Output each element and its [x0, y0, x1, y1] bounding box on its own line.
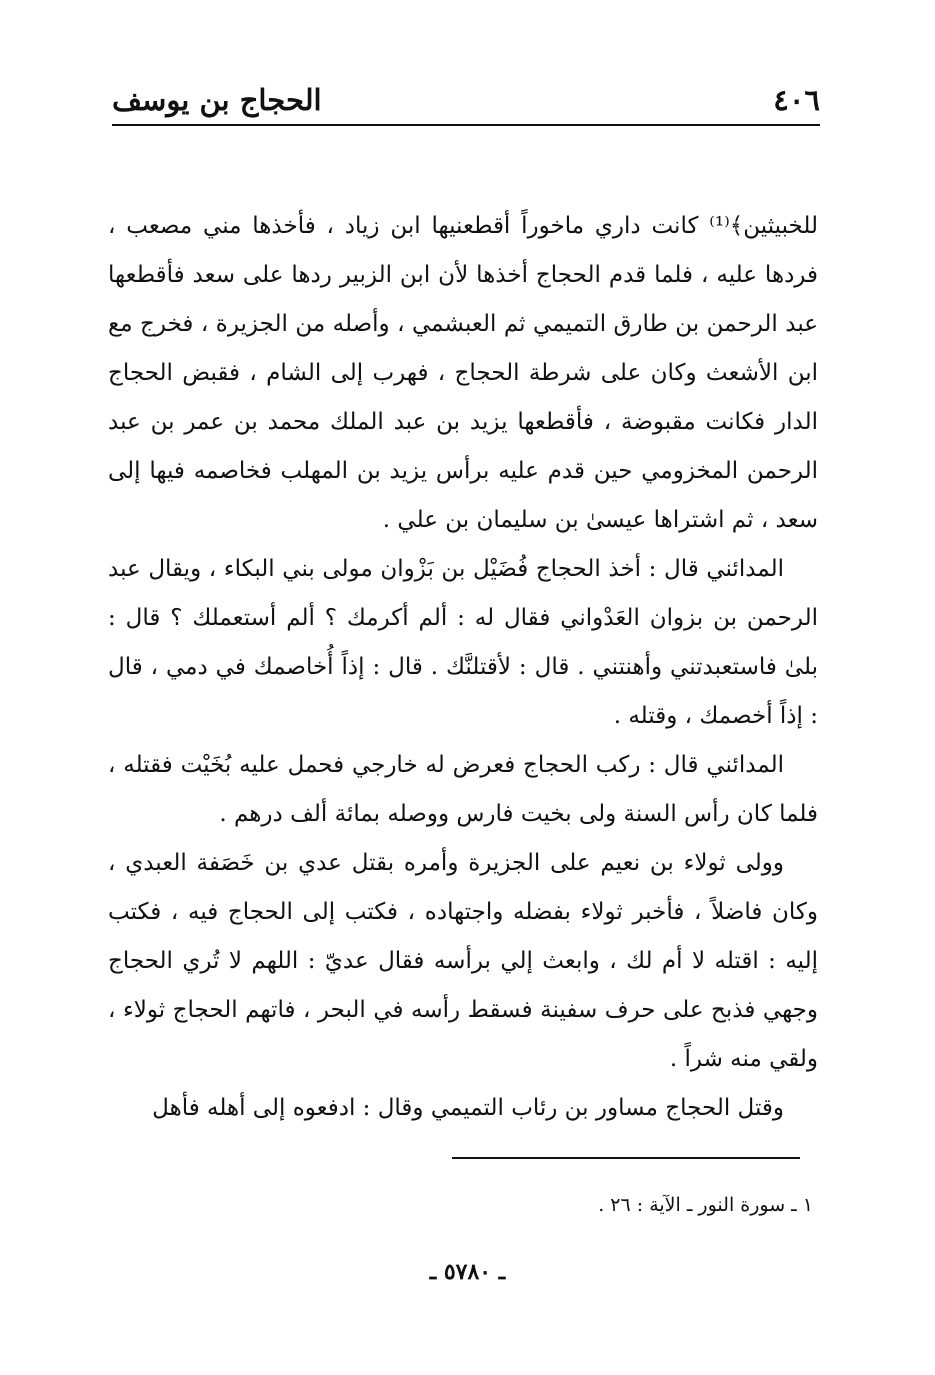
page-number: ٤٠٦ [773, 83, 820, 117]
page-header [112, 82, 820, 120]
running-title: الحجاج بن يوسف [112, 83, 322, 117]
header-rule [112, 124, 820, 126]
folio-number: ـ ٥٧٨٠ ـ [429, 1259, 506, 1285]
paragraph-2: المدائني قال : أخذ الحجاج فُضَيْل بن بَزْوان مولى بني البكاء ، ويقال عبد الرحمن بن بزوان العَدْواني فقال له : ألم أكرمك ؟ ألم أستعملك ؟ قال : بلىٰ فاستعبدتني وأهنتني . قال : لأقتلنَّك . قال : إذاً أُخاصمك في دمي ، قال : إذاً أخصمك ، وقتله . [108, 556, 818, 729]
paragraph-5: وقتل الحجاج مساور بن رئاب التميمي وقال : ادفعوه إلى أهله فأهل [152, 1095, 784, 1121]
footnote-rule [452, 1157, 800, 1159]
paragraph-1: للخبيثين﴾⁽¹⁾ كانت داري ماخوراً أقطعنيها ابن زياد ، فأخذها مني مصعب ، فردها عليه ، فلما قدم الحجاج أخذها لأن ابن الزبير ردها على سعد فأقطعها عبد الرحمن بن طارق التميمي ثم العبشمي ، وأصله من الجزيرة ، فخرج مع ابن الأشعث وكان على شرطة الحجاج ، فهرب إلى الشام ، فقبض الحجاج الدار فكانت مقبوضة ، فأقطعها يزيد بن عبد الملك محمد بن عمر بن عبد الرحمن المخزومي حين قدم عليه برأس يزيد بن المهلب فخاصمه فيها إلى سعد ، ثم اشتراها عيسىٰ بن سليمان بن علي . [108, 213, 818, 533]
paragraph-4: وولى ثولاء بن نعيم على الجزيرة وأمره بقتل عدي بن خَصَفة العبدي ، وكان فاضلاً ، فأخبر ثولاء بفضله واجتهاده ، فكتب إلى الحجاج فيه ، فكتب إليه : اقتله لا أم لك ، وابعث إلي برأسه فقال عديّ : اللهم لا تُري الحجاج وجهي فذبح على حرف سفينة فسقط رأسه في البحر ، فاتهم الحجاج ثولاء ، ولقي منه شراً . [108, 850, 818, 1072]
body-text [108, 202, 818, 1133]
paragraph-3: المدائني قال : ركب الحجاج فعرض له خارجي فحمل عليه بُخَيْت فقتله ، فلما كان رأس السنة ولى بخيت فارس ووصله بمائة ألف درهم . [108, 752, 818, 827]
footnote: ١ ـ سورة النور ـ الآية : ٢٦ . [598, 1194, 813, 1216]
